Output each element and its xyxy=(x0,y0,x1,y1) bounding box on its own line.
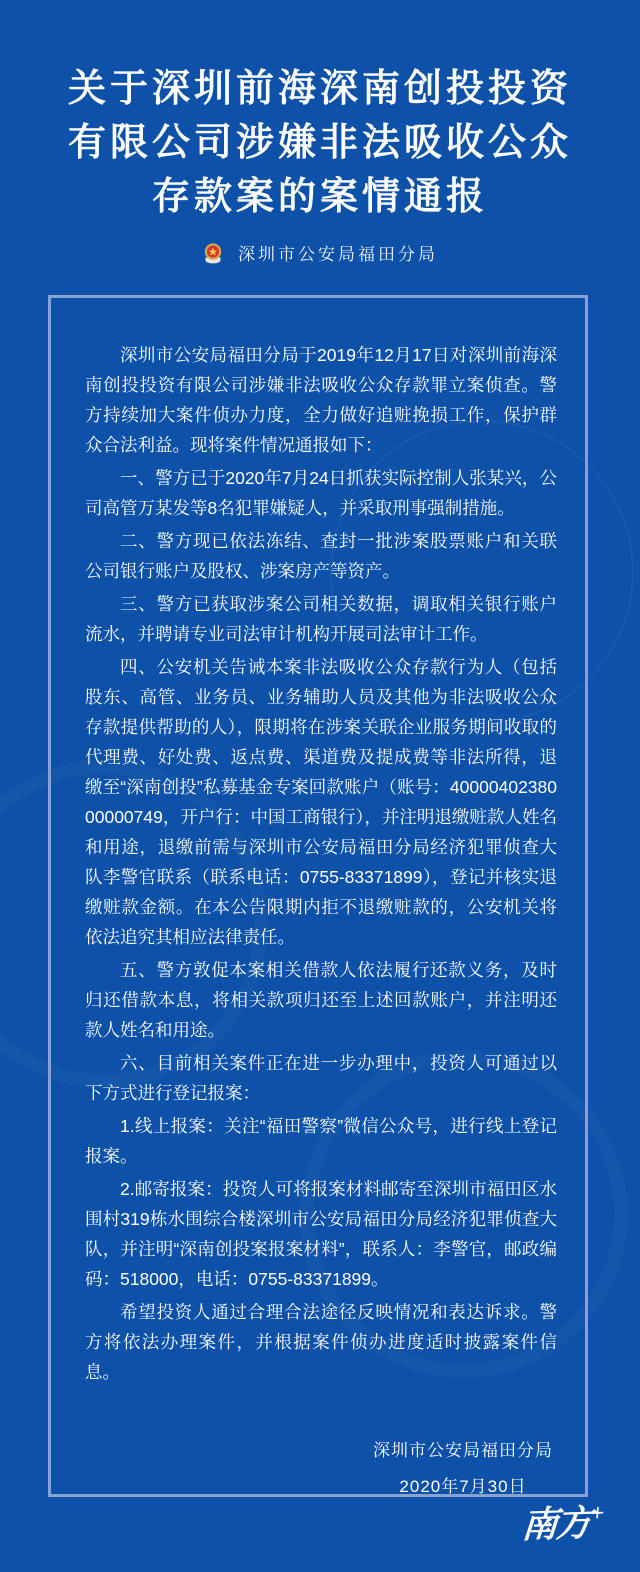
title-line-3: 存款案的案情通报 xyxy=(151,176,488,218)
nanfang-logo-plus: + xyxy=(589,1500,606,1528)
notice-paragraph-report-online: 1.线上报案：关注“福田警察”微信公众号，进行线上登记报案。 xyxy=(85,1116,557,1166)
signature-agency: 深圳市公安局福田分局 xyxy=(373,1441,553,1460)
notice-paragraph-item-6: 六、目前相关案件正在进一步办理中，投资人可通过以下方式进行登记报案： xyxy=(85,1053,557,1103)
notice-paragraph-item-4: 四、公安机关告诫本案非法吸收公众存款行为人（包括股东、高管、业务员、业务辅助人员及其他为非法吸收公众存款提供帮助的人），限期将在涉案关联企业服务期间收取的代理费、好处费、返点费、渠道费及提成费等非法所得，退缴至“深南创投”私募基金专案回款账户（账号：4000040238000000749，开户行：中国工商银行），并注明退缴赃款人姓名和用途，退缴前需与深圳市公安局福田分局经济犯罪侦查大队李警官联系（联系电话：0755-83371899），登记并核实退缴赃款金额。在本公告限期内拒不退缴赃款的，公安机关将依法追究其相应法律责任。 xyxy=(85,657,557,947)
notice-paragraph-closing: 希望投资人通过合理合法途径反映情况和表达诉求。警方将依法办理案件，并根据案件侦办进度适时披露案件信息。 xyxy=(85,1302,557,1382)
nanfang-plus-logo xyxy=(520,1495,606,1549)
issuing-agency-row xyxy=(0,240,640,265)
notice-paragraph-item-3: 三、警方已获取涉案公司相关数据，调取相关银行账户流水，并聘请专业司法审计机构开展司法审计工作。 xyxy=(85,594,557,644)
signature-block xyxy=(373,1433,553,1505)
notice-paragraph-item-2: 二、警方现已依法冻结、查封一批涉案股票账户和关联公司银行账户及股权、涉案房产等资产。 xyxy=(85,531,557,581)
title-line-1: 关于深圳前海深南创投投资 xyxy=(67,68,572,110)
notice-paragraph-intro: 深圳市公安局福田分局于2019年12月17日对深圳前海深南创投投资有限公司涉嫌非法吸收公众存款罪立案侦查。警方持续加大案件侦办力度，全力做好追赃挽损工作，保护群众合法利益。现将案件情况通报如下： xyxy=(85,345,557,455)
notice-paragraph-item-5: 五、警方敦促本案相关借款人依法履行还款义务，及时归还借款本息，将相关款项归还至上述回款账户，并注明还款人姓名和用途。 xyxy=(85,960,557,1040)
issuing-agency-label: 深圳市公安局福田分局 xyxy=(238,245,438,264)
notice-body-box xyxy=(48,295,588,1497)
police-badge-icon xyxy=(202,242,224,264)
page-title xyxy=(0,62,640,224)
title-line-2: 有限公司涉嫌非法吸收公众 xyxy=(67,122,572,164)
signature-date: 2020年7月30日 xyxy=(399,1477,527,1496)
notice-paragraph-report-mail: 2.邮寄报案：投资人可将报案材料邮寄至深圳市福田区水围村319栋水围综合楼深圳市公安局福田分局经济犯罪侦查大队，并注明“深南创投案报案材料”，联系人：李警官，邮政编码：518000，电话：0755-83371899。 xyxy=(85,1179,557,1289)
notice-paragraph-item-1: 一、警方已于2020年7月24日抓获实际控制人张某兴，公司高管万某发等8名犯罪嫌疑人，并采取刑事强制措施。 xyxy=(85,468,557,518)
nanfang-logo-text: 南方 xyxy=(520,1503,592,1546)
